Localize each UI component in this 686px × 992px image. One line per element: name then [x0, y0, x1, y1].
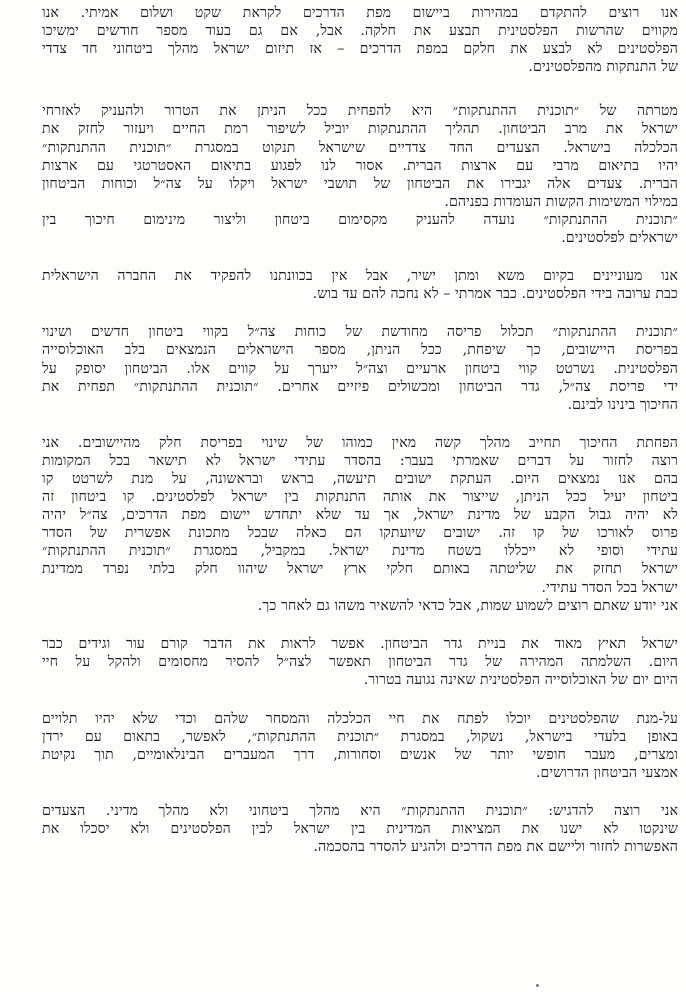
text-line: לא יהיה גבול הקבע של מדינת ישראל, אך עד שלא יתחדש יישום מפת הדרכים, צה״ל יהיה [42, 507, 678, 524]
text-line: אני רוצה להדגיש: ״תוכנית ההתנתקות״ היא מהלך ביטחוני ולא מהלך מדיני. הצעדים [42, 802, 678, 819]
paragraph [42, 267, 678, 303]
text-line: מטרתה של ״תוכנית ההתנתקות״ היא להפחית ככל הניתן את הטרור ולהעניק לאזרחי [42, 103, 678, 120]
text-line: הפלסטינים לא לבצע את חלקם במפת הדרכים – אז תיזום ישראל מהלך ביטחוני חד צדדי [42, 41, 678, 58]
text-line: האפשרות לחזור וליישם את מפת הדרכים ולהגיע להסדר בהסכמה. [313, 839, 678, 856]
text-line: על-מנת שהפלסטינים יוכלו לפתח את חיי הכלכלה והמסחר שלהם וכדי שלא יהיו תלויים [42, 710, 678, 727]
paragraph [42, 802, 678, 856]
text-line: החיכוך בינינו לבינם. [567, 396, 678, 413]
text-line: ישראל תאיץ מאוד את בניית גדר הביטחון. אפשר לראות את הדבר קורם עור וגידים כבר [42, 635, 678, 652]
text-line: אני יודע שאתם רוצים לשמוע שמות, אבל כדאי להשאיר משהו גם לאחר כך. [257, 597, 678, 614]
paragraph [42, 102, 678, 247]
text-line: אנו מעוניינים בקיום משא ומתן ישיר, אבל אין בכוונתנו להפקיד את החברה הישראלית [42, 268, 678, 285]
scan-speck [536, 984, 539, 987]
paragraph [42, 635, 678, 690]
text-line: שינקטו לא ישנו את המציאות המדינית בין ישראל לבין הפלסטינים ולא יסכלו את [42, 821, 678, 838]
text-line: ישראל את מרב הביטחון. תהליך ההתנתקות יוביל לשיפור רמת החיים ויעזור לחזק את [42, 121, 678, 138]
paragraph [42, 4, 678, 76]
text-line: מקווים שהרשות הפלסטינית תבצע את חלקה. אבל, אם גם בעוד מספר חודשים ימשיכו [42, 23, 678, 40]
text-line: ידי פריסת צה״ל, גדר הביטחון ומכשולים פיזיים אחרים. ״תוכנית ההתנתקות״ תפחית את [42, 378, 678, 395]
text-line: פרוס לאורכו של קו זה. ישובים שיועתקו הם כאלה שבכל מתכונת אפשרית של הסדר [42, 525, 678, 542]
text-line: ישראל תחזק את שליטתה באותם חלקי ארץ ישראל שיהוו חלק בלתי נפרד ממדינת [42, 561, 678, 578]
text-line: ומצרים, מעבר חופשי יותר של אנשים וסחורות, דרך המעברים הבינלאומיים, תוך נקיטת [42, 746, 678, 763]
text-line: הפחתת החיכוך תחייב מהלך קשה מאין כמוהו של שינוי בפריסת חלק מהיישובים. אני [42, 434, 678, 451]
paragraph [42, 710, 678, 782]
text-line: ביטחון יעיל ככל הניתן, שייצור את אותה התנתקות בין ישראל לפלסטינים. קו ביטחון זה [42, 489, 678, 506]
text-line: ״תוכנית ההתנתקות״ תכלול פריסה מחודשת של כוחות צה״ל בקווי ביטחון חדשים ושינוי [42, 324, 678, 341]
text-line: באופן בלעדי בישראל, נשקול, במסגרת ״תוכנית ההתנתקות״, לאפשר, בתאום עם ירדן [42, 728, 678, 745]
text-line: בפריסת היישובים, כך שיפחת, ככל הניתן, מספר הישראלים הנמצאים בלב האוכלוסייה [42, 342, 678, 359]
text-line: כבת ערובה בידי הפלסטינים. כבר אמרתי – לא נחכה להם עד בוש. [312, 286, 678, 303]
text-line: יהיו בתיאום מרבי עם ארצות הברית. אסור לנו לפגוע בתיאום האסטרטגי עם ארצות [42, 157, 678, 174]
text-line: הפלסטינית. נשרטט קווי ביטחון ארעיים וצה״ל ייערך על קווים אלו. הביטחון יסופק על [42, 360, 678, 377]
text-line: בהם אנו נמצאים היום. העתקת ישובים תיעשה, בראש ובראשונה, על מנת לשרטט קו [42, 470, 678, 487]
document-body [42, 4, 678, 876]
text-line: רוצה לחזור על דברים שאמרתי בעבר: בהסדר עתידי ישראל לא תישאר בכל המקומות [42, 452, 678, 469]
text-line: אמצעי הביטחון הדרושים. [535, 764, 678, 781]
text-line: במילוי המשימות הקשות העומדות בפניהם. [444, 193, 678, 210]
text-line: ישראלים לפלסטינים. [561, 230, 678, 247]
text-line: הברית. צעדים אלה יגבירו את הביטחון של תושבי ישראל ויקלו על צה״ל וכוחות הביטחון [42, 175, 678, 192]
text-line: היום. השלמתה המהירה של גדר הביטחון תאפשר לצה״ל להסיר מחסומים ולהקל על חיי [42, 654, 678, 671]
text-line: ״תוכנית ההתנתקות״ נועדה להעניק מקסימום ביטחון וליצור מינימום חיכוך בין [42, 211, 678, 228]
text-line: אנו רוצים להתקדם במהירות ביישום מפת הדרכים לקראת שקט ושלום אמיתי. אנו [42, 5, 678, 21]
text-line: ישראל בכל הסדר עתידי. [541, 579, 678, 596]
paragraph [42, 434, 678, 615]
text-line: עתידי וסופי לא ייכללו בשטח מדינת ישראל. במקביל, במסגרת ״תוכנית ההתנתקות״ [42, 543, 678, 560]
text-line: הכלכלה בישראל. הצעדים החד צדדיים שישראל תנקוט במסגרת ״תוכנית ההתנתקות״ [42, 139, 678, 156]
text-line: של התנתקות מהפלסטינים. [528, 59, 678, 76]
paragraph [42, 323, 678, 413]
text-line: היום יום של האוכלוסייה הפלסטינית שאינה נגועה בטרור. [363, 672, 678, 689]
